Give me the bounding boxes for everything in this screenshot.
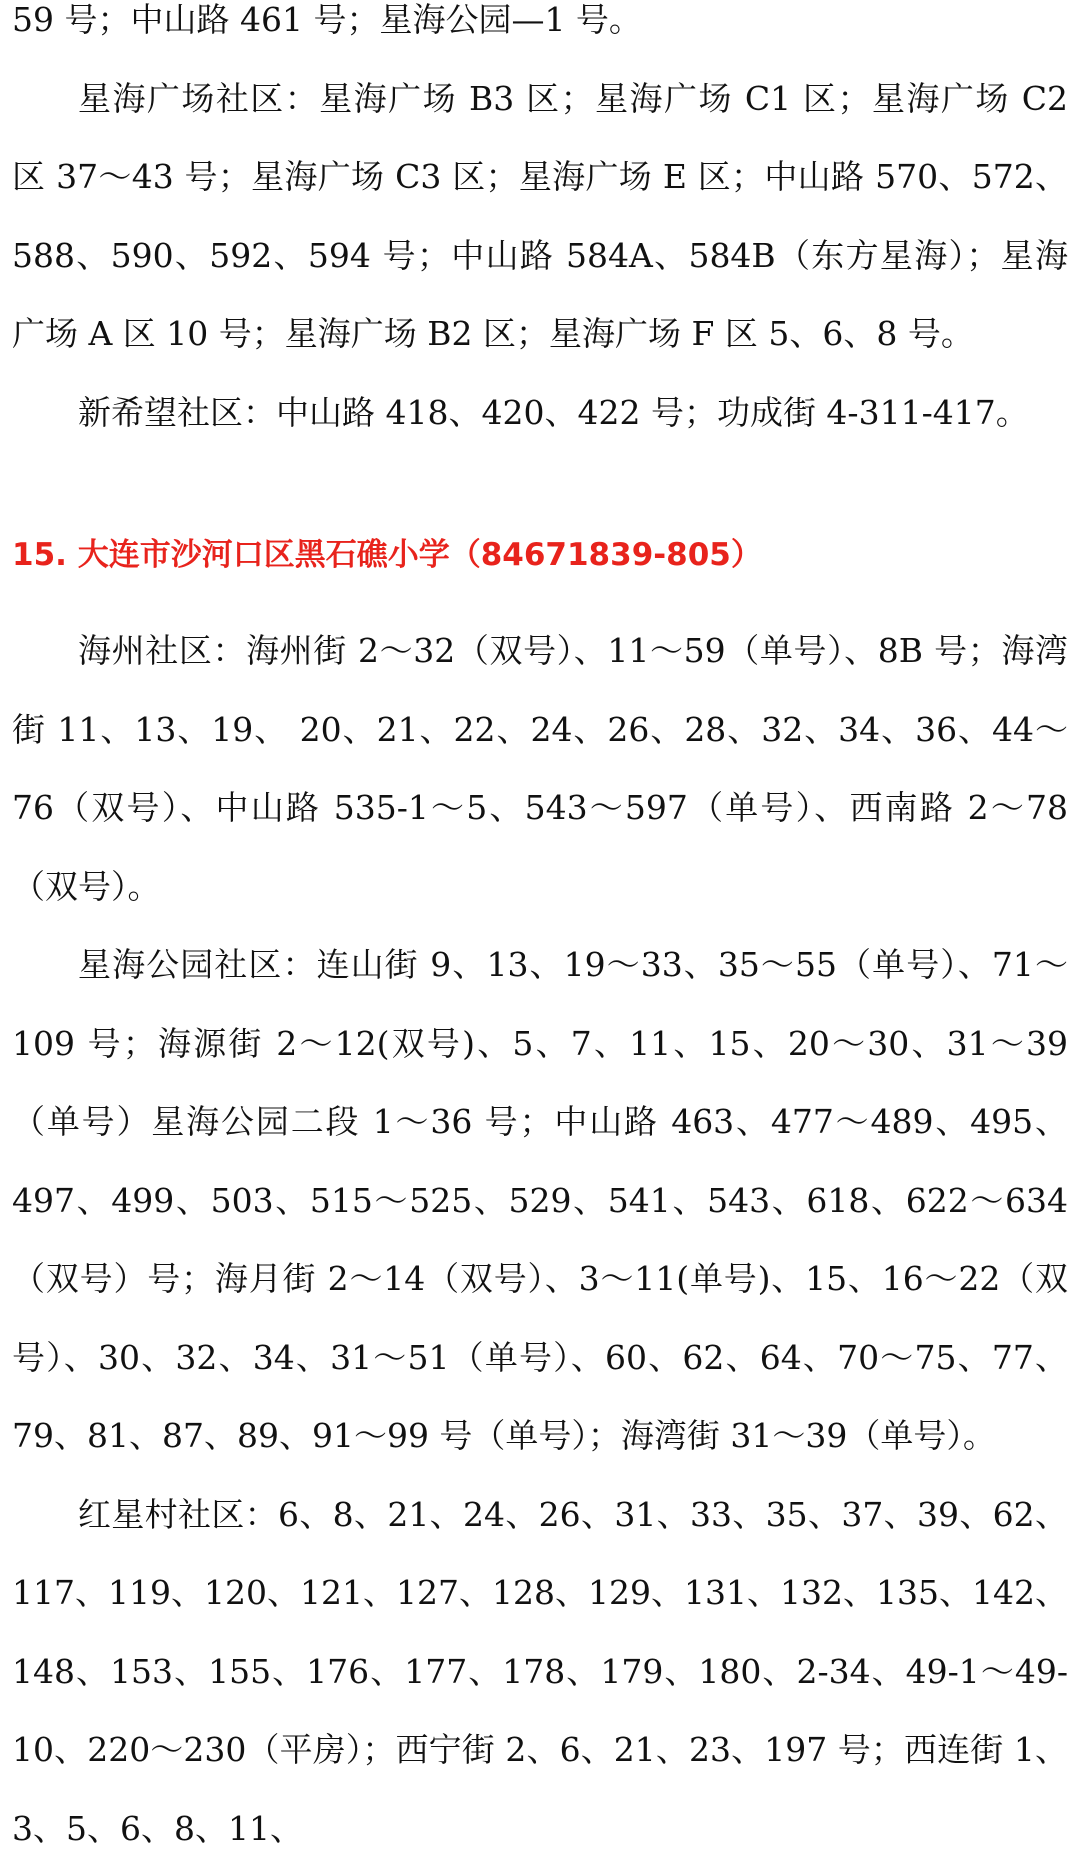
paragraph-hongxing-village-community: 红星村社区：6、8、21、24、26、31、33、35、37、39、62、117、119、120、121、127、128、129、131、132、135、142、148、153、155、176、177、178、179、180、2-34、49-1～49-10、220～230（平房）；西宁街 2、6、21、23、197 号；西连街 1、3、5、6、8、11、 [12, 1476, 1068, 1868]
paragraph-xinghai-park-community: 星海公园社区：连山街 9、13、19～33、35～55（单号）、71～109 号；海源街 2～12(双号)、5、7、11、15、20～30、31～39（单号）星海公园二段 1～36 号；中山路 463、477～489、495、497、499、503、515～525、529、541、543、618、622～634（双号）号；海月街 2～14（双号）、3～11(单号)、15、16～22（双号）、30、32、34、31～51（单号）、60、62、64、70～75、77、79、81、87、89、91～99 号（单号）；海湾街 31～39（单号）。 [12, 926, 1068, 1476]
paragraph-xinghai-square-community: 星海广场社区：星海广场 B3 区；星海广场 C1 区；星海广场 C2 区 37～43 号；星海广场 C3 区；星海广场 E 区；中山路 570、572、588、590、592、594 号；中山路 584A、584B（东方星海）；星海广场 A 区 10 号；星海广场 B2 区；星海广场 F 区 5、6、8 号。 [12, 60, 1068, 374]
paragraph-new-hope-community: 新希望社区：中山路 418、420、422 号；功成街 4-311-417。 [12, 374, 1068, 453]
continuation-text: 59 号；中山路 461 号；星海公园—1 号。 [12, 0, 1068, 60]
paragraph-haizhou-community: 海州社区：海州街 2～32（双号）、11～59（单号）、8B 号；海湾街 11、13、19、 20、21、22、24、26、28、32、34、36、44～76（双号）、中山路 535-1～5、543～597（单号）、西南路 2～78（双号）。 [12, 612, 1068, 926]
section-heading-heishijiao-school: 15. 大连市沙河口区黑石礁小学（84671839-805） [12, 452, 1068, 612]
